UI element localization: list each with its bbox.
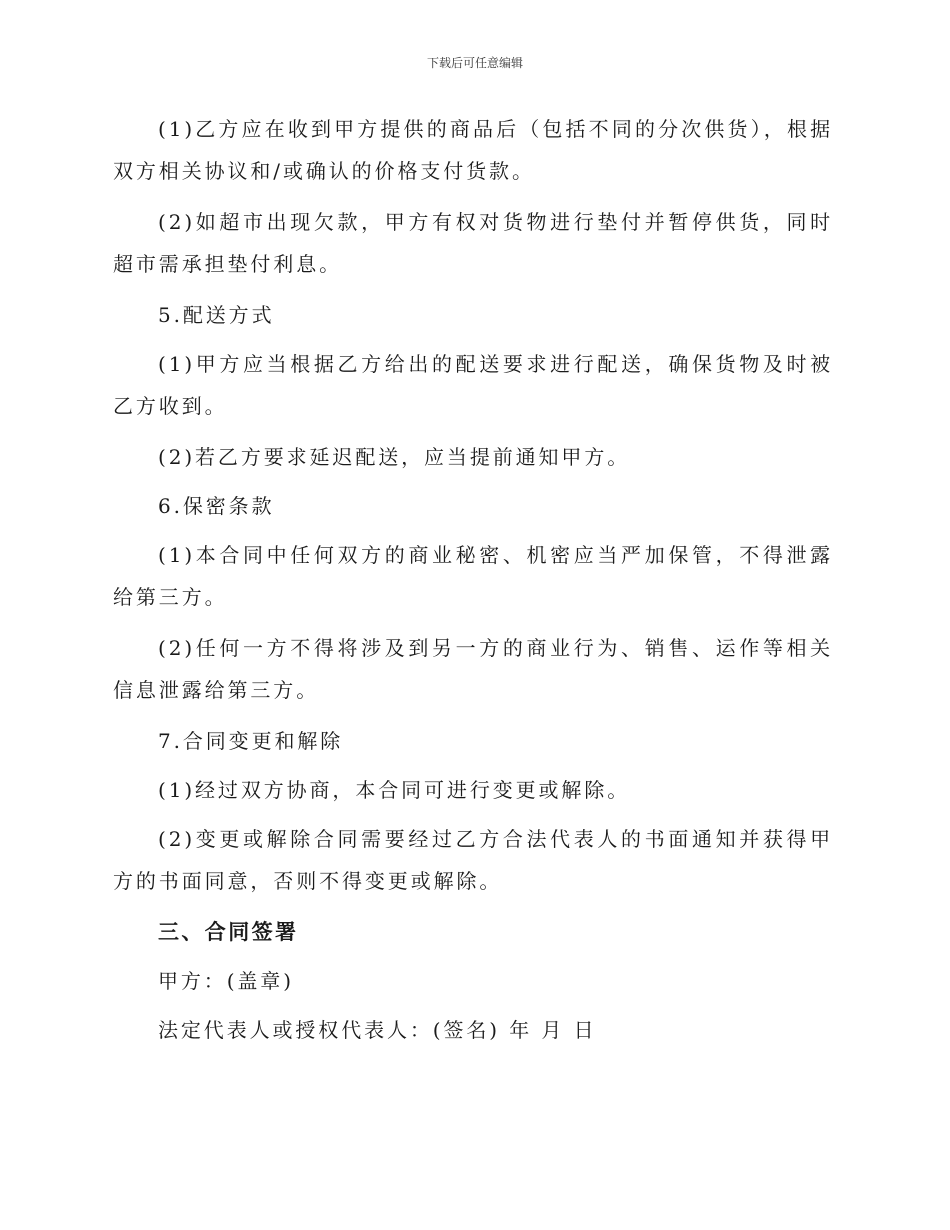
paragraph-delivery-requirements: (1)甲方应当根据乙方给出的配送要求进行配送，确保货物及时被乙方收到。 <box>113 352 833 418</box>
section-heading-signing: 三、合同签署 <box>158 919 299 944</box>
page-header: 下载后可任意编辑 <box>426 56 523 70</box>
paragraph-mutual-agreement: (1)经过双方协商，本合同可进行变更或解除。 <box>158 778 631 802</box>
section-title-confidentiality: 6.保密条款 <box>158 494 275 518</box>
section-title-delivery: 5.配送方式 <box>158 303 275 327</box>
paragraph-payment-terms: (1)乙方应在收到甲方提供的商品后（包括不同的分次供货），根据双方相关协议和/或确认的价格支付货款。 <box>113 117 833 183</box>
paragraph-delivery-delay: (2)若乙方要求延迟配送，应当提前通知甲方。 <box>158 445 631 469</box>
paragraph-trade-secrets: (1)本合同中任何双方的商业秘密、机密应当严加保管，不得泄露给第三方。 <box>113 543 833 609</box>
paragraph-arrears: (2)如超市出现欠款，甲方有权对货物进行垫付并暂停供货，同时超市需承担垫付利息。 <box>113 210 833 276</box>
section-title-amendment: 7.合同变更和解除 <box>158 729 344 753</box>
paragraph-info-disclosure: (2)任何一方不得将涉及到另一方的商业行为、销售、运作等相关信息泄露给第三方。 <box>113 636 833 702</box>
paragraph-amendment-procedure: (2)变更或解除合同需要经过乙方合法代表人的书面通知并获得甲方的书面同意，否则不得变更或解除。 <box>113 827 833 893</box>
signature-party-a: 甲方：(盖章) <box>158 969 294 993</box>
signature-legal-representative: 法定代表人或授权代表人：(签名) 年 月 日 <box>158 1018 597 1042</box>
document-body <box>113 108 833 1058</box>
